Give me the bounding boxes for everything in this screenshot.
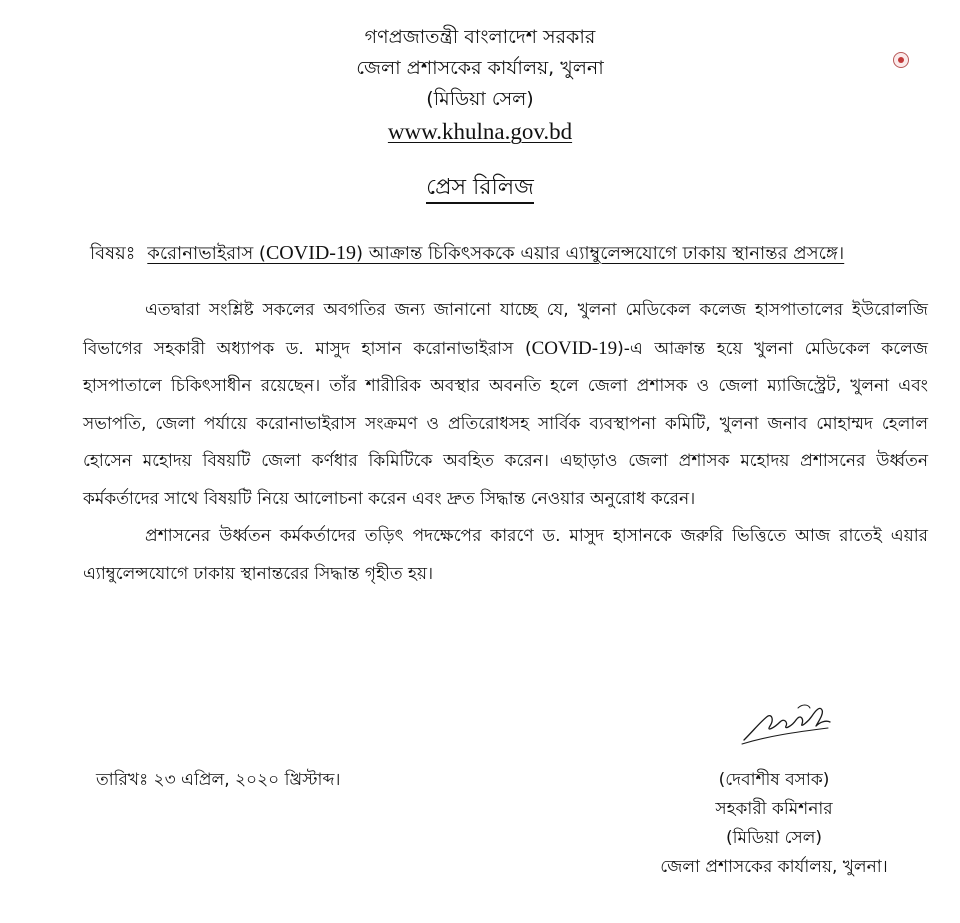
issue-date: তারিখঃ ২৩ এপ্রিল, ২০২০ খ্রিস্টাব্দ।	[96, 770, 341, 790]
signatory-unit: (মিডিয়া সেল)	[725, 828, 823, 848]
body-text	[83, 292, 928, 593]
page-title	[0, 172, 960, 204]
website-link[interactable]: www.khulna.gov.bd	[387, 119, 573, 144]
government-name: গণপ্রজাতন্ত্রী বাংলাদেশ সরকার	[364, 26, 596, 48]
subject-text	[147, 243, 844, 264]
signatory-office: জেলা প্রশাসকের কার্যালয়, খুলনা।	[660, 857, 888, 877]
subject-text-before: করোনাভাইরাস (	[147, 243, 266, 264]
handwritten-signature	[738, 700, 838, 748]
subject-label: বিষয়ঃ	[90, 243, 136, 264]
press-release-title: প্রেস রিলিজ	[426, 175, 534, 204]
signatory-block	[620, 766, 928, 882]
subject-text-after: ) আক্রান্ত চিকিৎসককে এয়ার এ্যাম্বুলেন্সযোগে ঢাকায় স্থানান্তর প্রসঙ্গে।	[355, 243, 845, 264]
cell-name: (মিডিয়া সেল)	[426, 88, 534, 110]
signatory-name: (দেবাশীষ বসাক)	[718, 770, 830, 790]
record-icon[interactable]	[893, 52, 909, 68]
paragraph-1-latin: COVID-19	[531, 337, 618, 359]
subject-text-latin: COVID-19	[265, 242, 356, 264]
paragraph-1-part-1: এতদ্বারা সংশ্লিষ্ট সকলের অবগতির জন্য জানানো যাচ্ছে যে, খুলনা মেডিকেল কলেজ হাসপাতালের ইউরোলজি বিভাগের সহকারী অধ্যাপক ড. মাসুদ হাসান করোনাভাইরাস (	[83, 300, 928, 359]
letterhead	[0, 22, 960, 149]
subject-line	[90, 238, 930, 269]
paragraph-2: প্রশাসনের উর্ধ্বতন কর্মকর্তাদের তড়িৎ পদক্ষেপের কারণে ড. মাসুদ হাসানকে জরুরি ভিত্তিতে আজ রাতেই এয়ার এ্যাম্বুলেন্সযোগে ঢাকায় স্থানান্তরের সিদ্ধান্ত গৃহীত হয়।	[83, 526, 928, 584]
office-name: জেলা প্রশাসকের কার্যালয়, খুলনা	[356, 57, 604, 79]
paragraph-1	[83, 292, 928, 518]
signatory-designation: সহকারী কমিশনার	[715, 799, 833, 819]
paragraph-1-part-2: )-এ আক্রান্ত হয়ে খুলনা মেডিকেল কলেজ হাসপাতালে চিকিৎসাধীন রয়েছেন। তাঁর শারীরিক অবস্থার অবনতি হলে জেলা প্রশাসক ও জেলা ম্যাজিস্ট্রেট, খুলনা এবং সভাপতি, জেলা পর্যায়ে করোনাভাইরাস সংক্রমণ ও প্রতিরোধসহ সার্বিক ব্যবস্থাপনা কমিটি, খুলনা জনাব মোহাম্মদ হেলাল হোসেন মহোদয় বিষয়টি জেলা কর্ণধার কিমিটিকে অবহিত করেন। এছাড়াও জেলা প্রশাসক মহোদয় প্রশাসনের উর্ধ্বতন কর্মকর্তাদের সাথে বিষয়টি নিয়ে আলোচনা করেন এবং দ্রুত সিদ্ধান্ত নেওয়ার অনুরোধ করেন।	[83, 338, 928, 509]
